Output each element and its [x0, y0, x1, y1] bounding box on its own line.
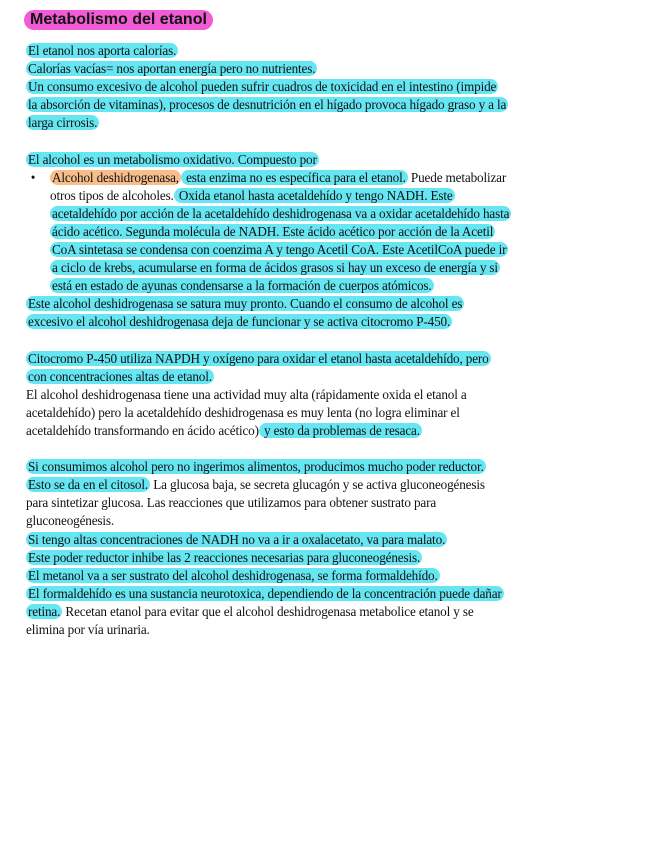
paragraph-oxidative [26, 151, 626, 169]
text-line: Si consumimos alcohol pero no ingerimos alimentos, producimos mucho poder reductor. [28, 459, 484, 475]
text-line: El alcohol deshidrogenasa tiene una actividad muy alta (rápidamente oxida el etanol a [26, 386, 467, 402]
text-line: retina. [28, 603, 61, 619]
text-line: elimina por vía urinaria. [26, 622, 150, 637]
text-line: acetaldehído transformando en ácido acético) [26, 422, 259, 438]
text-line: está en estado de ayunas condensarse a la formación de cuerpos atómicos. [52, 278, 432, 294]
text-line: El formaldehído es una sustancia neurotoxica, dependiendo de la concentración puede dañar [28, 585, 502, 601]
text-line: excesivo el alcohol deshidrogenasa deja de funcionar y se activa citocromo P-450. [28, 314, 451, 330]
text-line: acetaldehído por acción de la acetaldehído deshidrogenasa va a oxidar acetaldehído hasta [52, 205, 510, 221]
text-line: La glucosa baja, se secreta glucagón y se activa gluconeogénesis [150, 477, 485, 493]
page-title: Metabolismo del etanol [24, 10, 213, 30]
text-line: El metanol va a ser sustrato del alcohol deshidrogenasa, se forma formaldehído. [28, 567, 438, 583]
paragraph-reducing-power [26, 458, 626, 639]
text-line: El etanol nos aporta calorías. [28, 43, 177, 58]
text-line: otros tipos de alcoholes. [50, 187, 174, 203]
text-line: Este alcohol deshidrogenasa se satura muy pronto. Cuando el consumo de alcohol es [28, 296, 463, 312]
bullet-item-alcohol-dehydrogenase [26, 169, 626, 296]
text-line: la absorción de vitaminas), procesos de desnutrición en el hígado provoca hígado graso y a la [28, 97, 507, 113]
text-line: Esto se da en el citosol. [28, 477, 149, 493]
bullet-icon: • [30, 169, 36, 185]
text-line: Este poder reductor inhibe las 2 reacciones necesarias para gluconeogénesis. [28, 549, 421, 565]
document-body [26, 42, 626, 639]
text-line: Citocromo P-450 utiliza NAPDH y oxígeno para oxidar el etanol hasta acetaldehído, pero [28, 350, 489, 366]
text-line: Calorías vacías= nos aportan energía pero no nutrientes. [28, 61, 316, 77]
text-line: CoA sintetasa se condensa con coenzima A y tengo Acetil CoA. Este AcetilCoA puede ir [52, 242, 507, 258]
text-line: a ciclo de krebs, acumularse en forma de ácidos grasos si hay un exceso de energía y si [52, 260, 498, 276]
text-line: esta enzima no es específica para el etanol. [182, 169, 406, 185]
text-line: Un consumo excesivo de alcohol pueden sufrir cuadros de toxicidad en el intestino (impide [28, 79, 497, 95]
text-line: Oxida etanol hasta acetaldehído y tengo NADH. Este [175, 187, 453, 203]
text-line: larga cirrosis. [28, 115, 98, 131]
paragraph-cytochrome [26, 350, 626, 440]
text-line: El alcohol es un metabolismo oxidativo. Compuesto por [28, 151, 317, 167]
highlighted-term: Alcohol deshidrogenasa, [52, 169, 179, 185]
text-line: Puede metabolizar [407, 169, 507, 185]
text-line: Recetan etanol para evitar que el alcohol deshidrogenasa metabolice etanol y se [62, 603, 474, 619]
paragraph-intro [26, 42, 626, 132]
text-line: gluconeogénesis. [26, 513, 115, 529]
text-line: Si tengo altas concentraciones de NADH no va a ir a oxalacetato, va para malato. [28, 531, 446, 547]
paragraph-saturation [26, 295, 626, 331]
text-line: ácido acético. Segunda molécula de NADH. Este ácido acético por acción de la Acetil [52, 223, 494, 239]
text-line: para sintetizar glucosa. Las reacciones que utilizamos para obtener sustrato para [26, 495, 437, 511]
text-line: y esto da problemas de resaca. [260, 422, 420, 438]
text-line: acetaldehído) pero la acetaldehído deshidrogenasa es muy lenta (no logra eliminar el [26, 404, 460, 420]
text-line: con concentraciones altas de etanol. [28, 368, 212, 384]
